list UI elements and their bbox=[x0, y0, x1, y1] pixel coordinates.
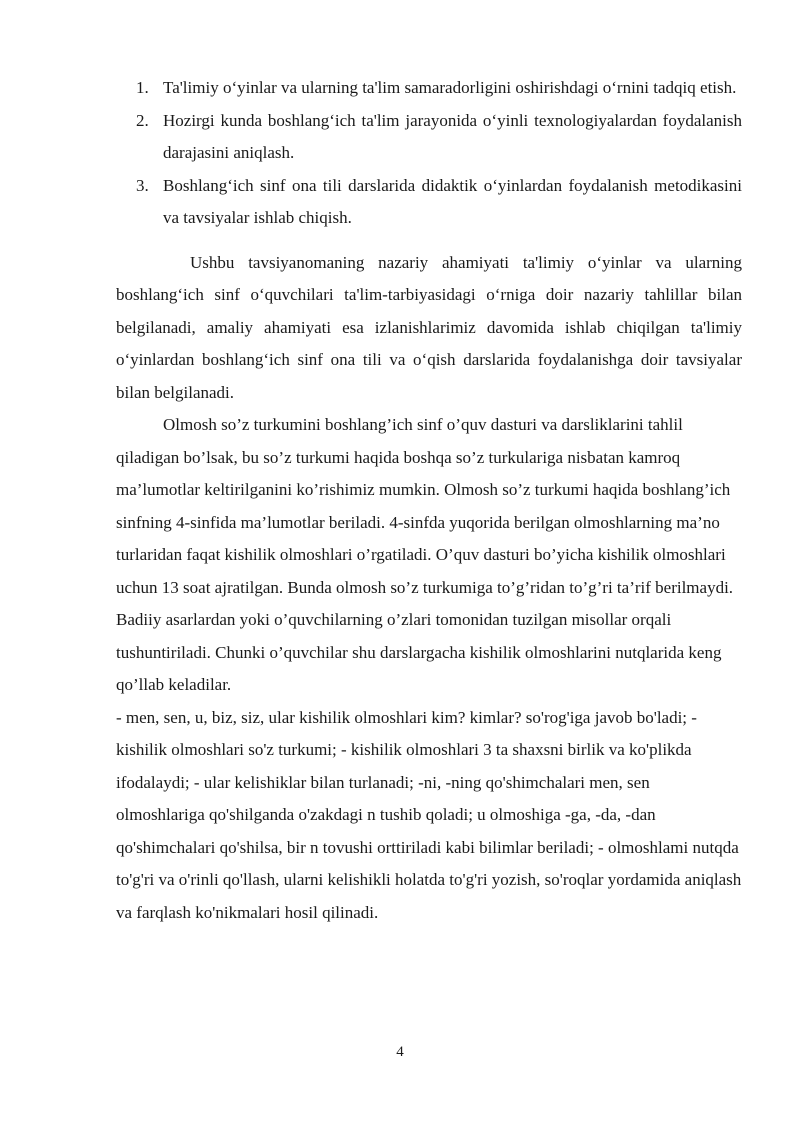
list-item-number: 1. bbox=[136, 78, 149, 97]
list-item-number: 3. bbox=[136, 175, 149, 195]
list-item bbox=[116, 105, 742, 170]
pronoun-knowledge-paragraph: - men, sen, u, biz, siz, ular kishilik olmoshlari kim? kimlar? so'rog'iga javob bo'ladi; - kishilik olmoshlari so'z turkumi; - kishilik olmoshlari 3 ta shaxsni birlik va ko'plikda ifodalaydi; - ular kelishiklar bilan turlanadi; -ni, -ning qo'shimchalari men, sen olmoshlariga qo'shilganda o'zakdagi n tushib qoladi; u olmoshiga -ga, -da, -dan qo'shimchalari qo'shilsa, bir n tovushi orttiriladi kabi bilimlar beriladi; - olmoshlami nutqda to'g'ri va o'rinli qo'llash, ularni kelishikli holatda to'g'ri yozish, so'roqlar yordamida aniqlash va farqlash ko'nikmalari hosil qilinadi. bbox=[116, 707, 742, 922]
page-number: 4 bbox=[396, 1044, 404, 1060]
significance-paragraph: Ushbu tavsiyanomaning nazariy ahamiyati ta'limiy o‘yinlar va ularning boshlang‘ich sinf o‘quvchilari ta'lim-tarbiyasidagi o‘rniga doir nazariy tahlillar bilan belgilanadi, amaliy ahamiyati esa izlanishlarimiz davomida ishlab chiqilgan ta'limiy o‘yinlardan boshlang‘ich sinf ona tili va o‘qish darslarida foydalanishga doir tavsiyalar bilan belgilanadi. bbox=[116, 252, 742, 402]
list-item-text: Ta'limiy o‘yinlar va ularning ta'lim samaradorligini oshirishdagi o‘rnini tadqiq etish. bbox=[163, 78, 737, 97]
research-tasks-list bbox=[116, 72, 742, 235]
page-content bbox=[116, 72, 742, 929]
list-item-text: Boshlang‘ich sinf ona tili darslarida didaktik o‘yinlardan foydalanish metodikasini va tavsiyalar ishlab chiqish. bbox=[163, 175, 742, 227]
pronoun-intro-paragraph: Olmosh so’z turkumini boshlang’ich sinf o’quv dasturi va darsliklarini tahlil qiladigan bo’lsak, bu so’z turkumi haqida boshqa so’z turkulariga nisbatan kamroq ma’lumotlar keltirilganini ko’rishimiz mumkin. Olmosh so’z turkumi haqida boshlang’ich sinfning 4-sinfida ma’lumotlar beriladi. 4-sinfda yuqorida berilgan olmoshlarning ma’no turlaridan faqat kishilik olmoshlari o’rgatiladi. O’quv dasturi bo’yicha kishilik olmoshlari uchun 13 soat ajratilgan. Bunda olmosh so’z turkumiga to’g’ridan to’g’ri ta’rif berilmaydi. Badiiy asarlardan yoki o’quvchilarning o’zlari tomonidan tuzilgan misollar orqali tushuntiriladi. Chunki o’quvchilar shu darslargacha kishilik olmoshlarini nutqlarida keng qo’llab keladilar. bbox=[116, 415, 734, 694]
list-item bbox=[116, 72, 742, 105]
list-item-text: Hozirgi kunda boshlang‘ich ta'lim jarayonida o‘yinli texnologiyalardan foydalanish darajasini aniqlash. bbox=[163, 110, 742, 162]
list-item-number: 2. bbox=[136, 110, 149, 130]
list-item bbox=[116, 170, 742, 235]
